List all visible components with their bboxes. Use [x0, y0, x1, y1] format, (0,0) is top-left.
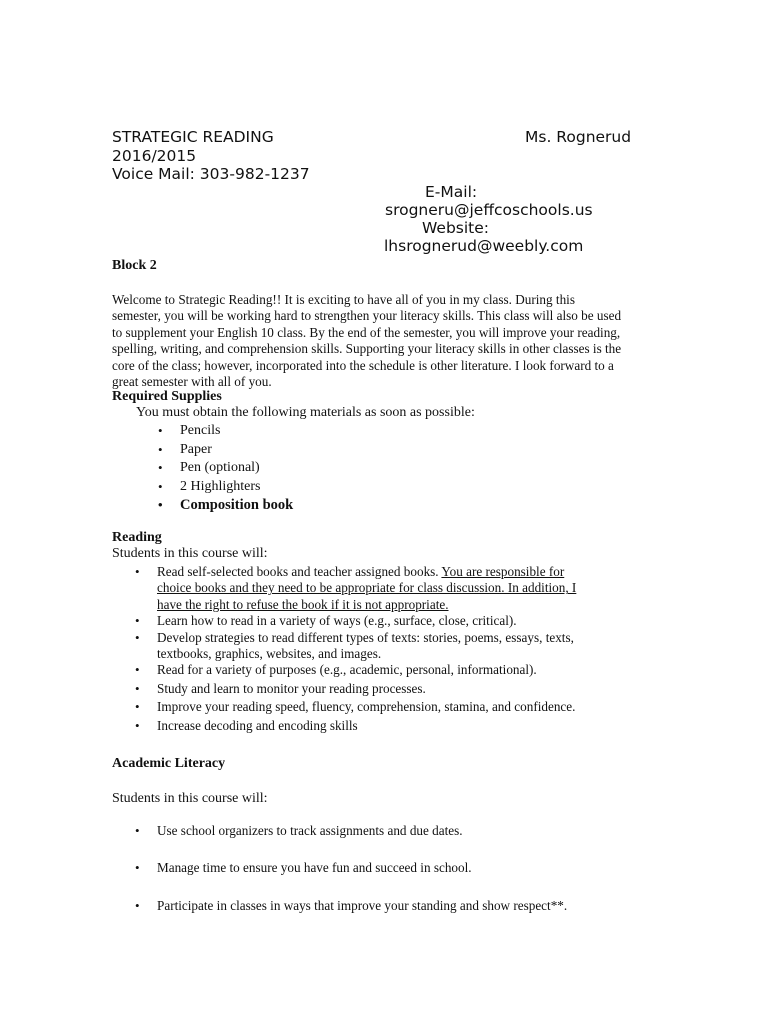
welcome-line: to supplement your English 10 class. By the end of the semester, you will improve your reading, [112, 324, 621, 340]
welcome-line: Welcome to Strategic Reading!! It is exciting to have all of you in my class. During this [112, 292, 575, 307]
academic-list [157, 823, 567, 914]
underlined-note: choice books and they need to be appropriate for class discussion. In addition, I [157, 580, 577, 596]
list-item: • Manage time to ensure you have fun and succeed in school. [157, 860, 567, 876]
reading-list [157, 564, 576, 734]
list-item [157, 564, 576, 613]
underlined-note: You are responsible for [441, 564, 565, 579]
welcome-line: great semester with all of you. [112, 374, 272, 390]
email-address[interactable]: srogneru@jeffcoschools.us [385, 201, 593, 219]
list-item: • Read for a variety of purposes (e.g., academic, personal, informational). [157, 662, 576, 678]
welcome-line: semester, you will be working hard to strengthen your literacy skills. This class will also be used [112, 308, 622, 324]
underlined-note: have the right to refuse the book if it is not appropriate. [157, 596, 449, 612]
course-title: STRATEGIC READING [112, 128, 274, 146]
list-item: • Composition book [180, 496, 293, 515]
website-address[interactable]: lhsrognerud@weebly.com [384, 237, 584, 255]
website-label: Website: [422, 219, 490, 237]
reading-intro: Students in this course will: [112, 546, 268, 561]
list-item: • Paper [180, 441, 293, 460]
list-item: • Develop strategies to read different types of texts: stories, poems, essays, texts, textbooks, graphics, websites, and images. [157, 630, 576, 663]
reading-heading: Reading [112, 530, 162, 545]
academic-heading: Academic Literacy [112, 756, 226, 771]
academic-intro: Students in this course will: [112, 791, 268, 806]
school-year: 2016/2015 [112, 147, 197, 165]
list-item: • Improve your reading speed, fluency, comprehension, stamina, and confidence. [157, 699, 576, 715]
list-item: • Pen (optional) [180, 459, 293, 478]
email-label: E-Mail: [425, 183, 478, 201]
list-item: • Increase decoding and encoding skills [157, 718, 576, 734]
supplies-heading: Required Supplies [112, 389, 222, 404]
block-label: Block 2 [112, 258, 157, 273]
list-item: • Pencils [180, 422, 293, 441]
supplies-intro: You must obtain the following materials as soon as possible: [136, 405, 475, 420]
voice-mail: Voice Mail: 303-982-1237 [112, 165, 310, 183]
list-item: • Learn how to read in a variety of ways (e.g., surface, close, critical). [157, 613, 576, 629]
teacher-name: Ms. Rognerud [525, 128, 632, 146]
list-item: • 2 Highlighters [180, 478, 293, 497]
list-item: • Study and learn to monitor your reading processes. [157, 681, 576, 697]
item-text: Read self-selected books and teacher assigned books. [157, 564, 442, 579]
supplies-list [180, 422, 293, 515]
list-item: • Use school organizers to track assignments and due dates. [157, 823, 567, 839]
welcome-line: spelling, writing, and comprehension skills. Supporting your literacy skills in other classes is the [112, 341, 622, 357]
welcome-line: core of the class; however, incorporated into the schedule is other literature. I look forward to a [112, 357, 614, 373]
welcome-paragraph [112, 292, 621, 390]
list-item: • Participate in classes in ways that improve your standing and show respect**. [157, 898, 567, 914]
